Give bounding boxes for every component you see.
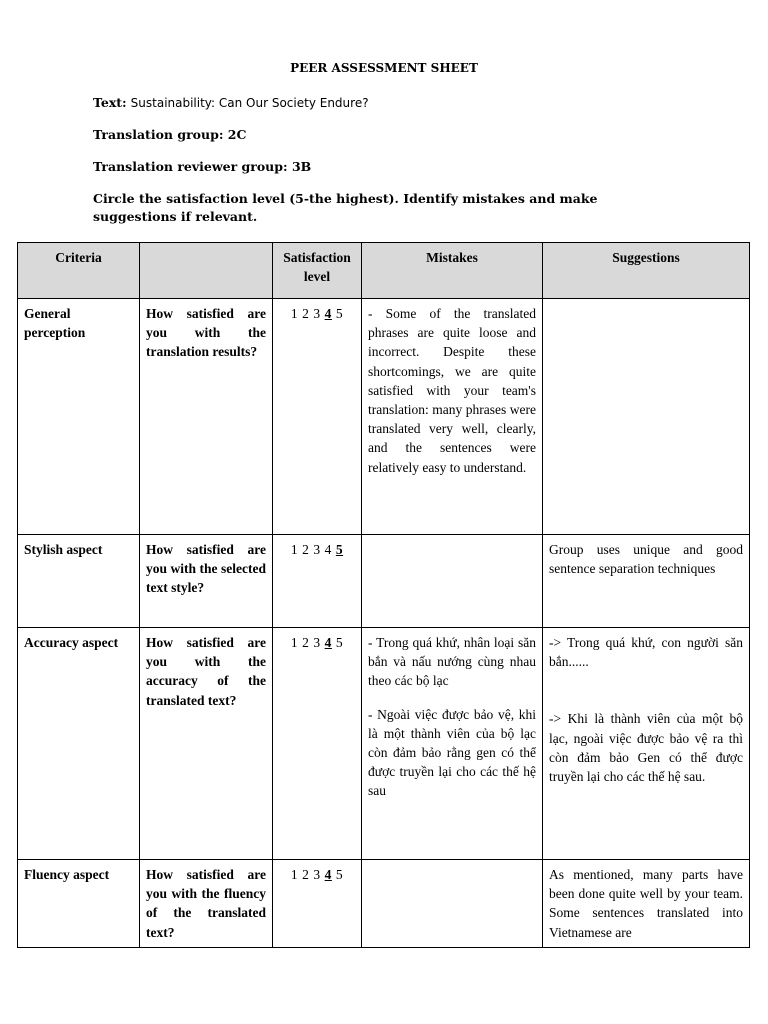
level-option[interactable]: 1 (290, 635, 299, 650)
question-cell: How satisfied are you with the fluency of the translated text? (140, 860, 273, 948)
level-option[interactable]: 4 (324, 867, 332, 882)
level-option[interactable]: 2 (302, 542, 310, 557)
header-suggestions: Suggestions (543, 243, 750, 299)
satisfaction-levels[interactable] (273, 628, 362, 860)
translation-group: Translation group: 2C (93, 127, 247, 142)
table-header-row (18, 243, 750, 299)
sheet-title: PEER ASSESSMENT SHEET (290, 61, 478, 75)
level-option[interactable]: 5 (335, 635, 344, 650)
level-option[interactable]: 2 (302, 306, 310, 321)
question-cell: How satisfied are you with the translation results? (140, 299, 273, 535)
criterion-cell: General perception (18, 299, 140, 535)
suggestion-text: Group uses unique and good sentence separation techniques (549, 542, 743, 577)
suggestions-cell (543, 299, 750, 535)
suggestion-text: -> Khi là thành viên của một bộ lạc, ngoài việc được bảo vệ ra thì còn đảm bảo Gen có thể được truyền lại cho các thế hệ sau. (549, 711, 743, 785)
header-criteria: Criteria (18, 243, 140, 299)
level-option[interactable]: 2 (302, 635, 310, 650)
table-row (18, 860, 750, 948)
level-option[interactable]: 3 (313, 635, 321, 650)
level-option[interactable]: 1 (290, 306, 299, 321)
text-value: Sustainability: Can Our Society Endure? (130, 96, 369, 110)
mistakes-cell (362, 535, 543, 628)
level-option[interactable]: 3 (313, 867, 321, 882)
level-option[interactable]: 1 (290, 867, 299, 882)
mistake-text: - Ngoài việc được bảo vệ, khi là một thành viên của bộ lạc còn đảm bảo rằng gen có thể được truyền lại cho các thế hệ sau (368, 706, 536, 799)
question-cell: How satisfied are you with the selected text style? (140, 535, 273, 628)
table-row (18, 299, 750, 535)
level-option[interactable]: 5 (335, 542, 344, 557)
suggestions-cell (543, 860, 750, 948)
reviewer-group: Translation reviewer group: 3B (93, 159, 312, 174)
level-option[interactable]: 3 (313, 306, 321, 321)
suggestion-text: As mentioned, many parts have been done quite well by your team. Some sentences translated into Vietnamese are (549, 867, 743, 940)
mistake-text: - Trong quá khứ, nhân loại săn bắn và nấu nướng cùng nhau theo các bộ lạc (368, 635, 536, 689)
mistakes-cell (362, 860, 543, 948)
suggestion-text: -> Trong quá khứ, con người săn bắn...... (549, 635, 743, 670)
level-option[interactable]: 2 (302, 867, 310, 882)
level-option[interactable]: 5 (335, 306, 344, 321)
header-satisfaction: Satisfaction level (273, 243, 362, 299)
header-question (140, 243, 273, 299)
mistakes-cell (362, 628, 543, 860)
assessment-table (17, 242, 750, 948)
satisfaction-levels[interactable] (273, 860, 362, 948)
criterion-cell: Accuracy aspect (18, 628, 140, 860)
header-mistakes: Mistakes (362, 243, 543, 299)
level-option[interactable]: 5 (335, 867, 344, 882)
suggestions-cell (543, 628, 750, 860)
mistake-text: - Some of the translated phrases are quite loose and incorrect. Despite these shortcomings, we are quite satisfied with your team's translation: many phrases were translated very well, clearly, and the sentences were relatively easy to understand. (368, 306, 536, 475)
table-row (18, 628, 750, 860)
question-cell: How satisfied are you with the accuracy of the translated text? (140, 628, 273, 860)
mistakes-cell (362, 299, 543, 535)
text-label: Text: (93, 95, 127, 110)
criterion-cell: Stylish aspect (18, 535, 140, 628)
instruction: Circle the satisfaction level (5-the highest). Identify mistakes and make suggestions if relevant. (93, 191, 598, 224)
level-option[interactable]: 4 (324, 306, 332, 321)
level-option[interactable]: 3 (313, 542, 321, 557)
level-option[interactable]: 4 (324, 542, 332, 557)
satisfaction-levels[interactable] (273, 535, 362, 628)
suggestions-cell (543, 535, 750, 628)
criterion-cell: Fluency aspect (18, 860, 140, 948)
level-option[interactable]: 1 (290, 542, 299, 557)
level-option[interactable]: 4 (324, 635, 332, 650)
satisfaction-levels[interactable] (273, 299, 362, 535)
text-line (93, 94, 663, 112)
table-row (18, 535, 750, 628)
